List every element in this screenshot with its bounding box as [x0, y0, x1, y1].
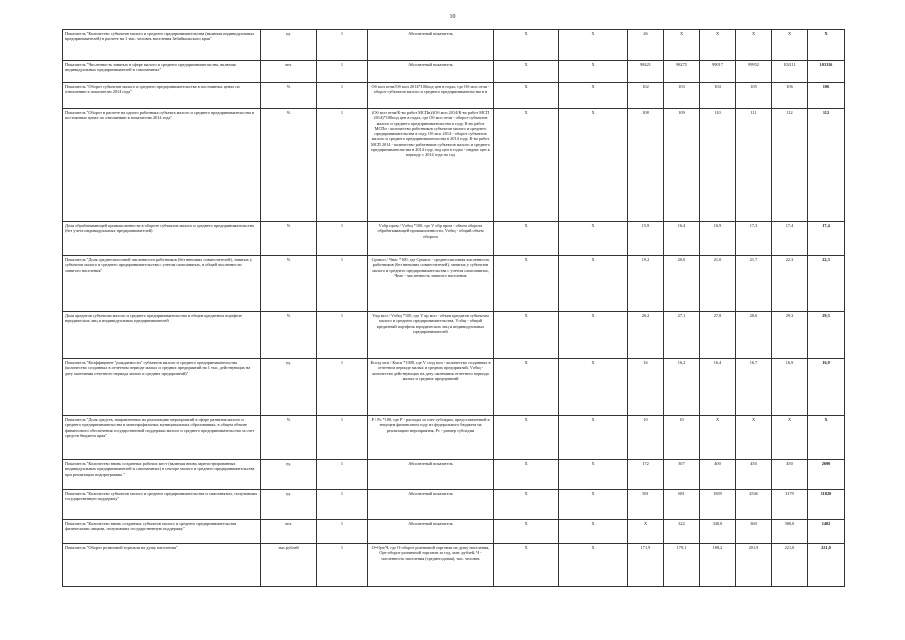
cell-unit: % [261, 109, 317, 222]
cell-v4: 681 [664, 490, 700, 520]
cell-v1: X [494, 61, 559, 83]
table-row [63, 222, 845, 256]
cell-v8: 112 [808, 109, 845, 222]
cell-v5: X [700, 416, 736, 460]
cell-unit: тыс.рублей [261, 544, 317, 587]
cell-v5: 400 [700, 460, 736, 490]
cell-v8: 1402 [808, 520, 845, 544]
cell-v8: 22,3 [808, 256, 845, 312]
cell-v5: X [700, 30, 736, 61]
cell-v5: 16,9 [700, 222, 736, 256]
cell-v8: 106 [808, 83, 845, 109]
table-row [63, 109, 845, 222]
cell-v7: 29,3 [772, 312, 808, 359]
cell-v7: 450 [772, 460, 808, 490]
cell-method: Vкр мсп / Vобщ *100, где V кр мсп - объем кредитов субъектам малого и среднего предпринимательства, Vобщ - общий кредитный портфель юридических лиц и индивидуальных предпринимателей [368, 312, 494, 359]
cell-method: Абсолютный показатель [368, 460, 494, 490]
cell-v3: 581 [628, 490, 664, 520]
cell-v4: 27,1 [664, 312, 700, 359]
cell-weight: 1 [317, 256, 368, 312]
cell-weight: 1 [317, 460, 368, 490]
cell-v7: X [772, 416, 808, 460]
cell-method: Абсолютный показатель [368, 30, 494, 61]
cell-v5: 188,2 [700, 544, 736, 587]
cell-unit: ед. [261, 490, 317, 520]
cell-v2: X [559, 222, 628, 256]
cell-v6: 17,3 [736, 222, 772, 256]
cell-v2: X [559, 109, 628, 222]
cell-v2: X [559, 256, 628, 312]
cell-v4: 16,4 [664, 222, 700, 256]
table-row [63, 30, 845, 61]
cell-v5: 16,4 [700, 359, 736, 416]
cell-v4: 179,1 [664, 544, 700, 587]
cell-weight: 1 [317, 312, 368, 359]
cell-v1: X [494, 460, 559, 490]
table-row [63, 490, 845, 520]
cell-v2: X [559, 490, 628, 520]
cell-v4: 307 [664, 460, 700, 490]
cell-v7: 112 [772, 109, 808, 222]
cell-v7: 16,9 [772, 359, 808, 416]
cell-v6: 2536 [736, 490, 772, 520]
cell-v7: 221,0 [772, 544, 808, 587]
cell-v7: 380,0 [772, 520, 808, 544]
cell-weight: 1 [317, 490, 368, 520]
cell-v4: 98275 [664, 61, 700, 83]
cell-unit: % [261, 312, 317, 359]
table-body [63, 30, 845, 587]
cell-v4: 322 [664, 520, 700, 544]
cell-name: Показатель "Количество вновь созданных рабочих мест (включая вновь зарегистрированных индивидуальных предпринимателей и самозанятых) в секторе малого и среднего предпринимательства при реализации подпрограммы " [63, 460, 261, 490]
cell-v8: 11820 [808, 490, 845, 520]
cell-name: Доля кредитов субъектам малого и среднего предпринимательства в общем кредитном портфеле юридических лиц и индивидуальных предпринимателей [63, 312, 261, 359]
cell-method: (Об мсп отчи/К-во работ МСПи)/(Об мсп 2014/К-во работ МСП 2014)*100под цен в годах, где Об мсп отчи - оборот субъектов малого и среднего предпринимательства в году, К-во работ МСПи - количество работников субъектов малого и среднего предпринимательства в году, Об мсп 2014 - оборот субъектов малого и среднего предпринимательства в 2014 году, К-во работ МСП 2014 - количество работников субъектов малого и среднего предпринимательства в 2014 году, под цен в годах - индекс цен к периоду с 2014 года по год [368, 109, 494, 222]
page-number: 10 [449, 14, 456, 20]
cell-v1: X [494, 222, 559, 256]
cell-v1: X [494, 83, 559, 109]
cell-v5: 21,0 [700, 256, 736, 312]
cell-v3: 15,9 [628, 222, 664, 256]
cell-method: Абсолютный показатель [368, 520, 494, 544]
cell-v3: 108 [628, 109, 664, 222]
cell-v2: X [559, 544, 628, 587]
cell-v2: X [559, 312, 628, 359]
table-row [63, 256, 845, 312]
cell-method: Р / Рс *100, где Р - расходы за счет субсидии, предоставленной в текущем финансовом году из федерального бюджета на реализацию мероприятия, Рс - размер субсидии [368, 416, 494, 460]
cell-v5: 27,8 [700, 312, 736, 359]
cell-v1: X [494, 30, 559, 61]
cell-v3: 98421 [628, 61, 664, 83]
cell-v3: 16 [628, 359, 664, 416]
cell-unit: % [261, 416, 317, 460]
cell-v6: 450 [736, 460, 772, 490]
cell-v1: X [494, 490, 559, 520]
cell-name: Показатель "Доля средств, направленных на реализацию мероприятий в сфере развития малого и среднего предпринимательства в монопрофильных муниципальных образованиях, в общем объеме финансового обеспечения государственной поддержки малого и среднего предпринимательства за счет средств бюджета края" [63, 416, 261, 460]
cell-v8: 221,0 [808, 544, 845, 587]
cell-v7: 102111 [772, 61, 808, 83]
indicators-table [62, 29, 845, 587]
cell-weight: 1 [317, 61, 368, 83]
cell-v1: X [494, 312, 559, 359]
table-row [63, 312, 845, 359]
cell-name: Показатель "Оборот субъектов малого и среднего предпринимательства в постоянных ценах по отношению к показателю 2014 года" [63, 83, 261, 109]
cell-v4: 109 [664, 109, 700, 222]
cell-v1: X [494, 544, 559, 587]
cell-v7: X [772, 30, 808, 61]
cell-method: Срчмсп / Чнас *100, где Срчмсп - среднесписочная численность работников (без внешних совместителей), занятых у субъектов малого и среднего предпринимательства с учетом самозанятых, Чнас - численность занятого населения [368, 256, 494, 312]
cell-weight: 1 [317, 109, 368, 222]
cell-unit: ед. [261, 460, 317, 490]
cell-v8: 17,4 [808, 222, 845, 256]
cell-v7: 3179 [772, 490, 808, 520]
cell-name: Показатель "Численность занятых в сфере малого и среднего предпринимательства, включая индивидуальных предпринимателей и самозанятых" [63, 61, 261, 83]
cell-unit: чел. [261, 520, 317, 544]
cell-v2: X [559, 460, 628, 490]
cell-v8: 29,3 [808, 312, 845, 359]
cell-v3: 171,9 [628, 544, 664, 587]
cell-v7: 106 [772, 83, 808, 109]
cell-name: Показатель "Количество субъектов малого и среднего предпринимательства (включая индивидуальных предпринимателей) в расчете на 1 тыс. человек населения Забайкальского края" [63, 30, 261, 61]
table-row [63, 460, 845, 490]
cell-unit: ед. [261, 359, 317, 416]
cell-method: Ксозд мсп / Кмсп *1000, где V созд мсп - количество созданных в отчетном периоде малых и средних предприятий, Vобщ - количество действующих на дату окончания отчетного периода малых и средних предприятий [368, 359, 494, 416]
cell-method: Абсолютный показатель [368, 61, 494, 83]
cell-v6: 28,6 [736, 312, 772, 359]
cell-name: Показатель "Количество вновь созданных субъектов малого и среднего предпринимательства физическими лицами, получивших государственную поддержку" [63, 520, 261, 544]
cell-name: Показатель "Коэффициент "рождаемости" субъектов малого и среднего предпринимательства (количество созданных в отчетном периоде малых и средних предприятий на 1 тыс. действующих на дату окончания отчетного периода малых и средних предприятий)" [63, 359, 261, 416]
cell-v8: 2690 [808, 460, 845, 490]
table-row [63, 83, 845, 109]
cell-v5: 99017 [700, 61, 736, 83]
cell-unit: % [261, 256, 317, 312]
cell-v4: 103 [664, 83, 700, 109]
cell-v7: 22,3 [772, 256, 808, 312]
cell-v3: X [628, 520, 664, 544]
cell-v6: 21,7 [736, 256, 772, 312]
cell-v5: 340,0 [700, 520, 736, 544]
cell-v8: 16,9 [808, 359, 845, 416]
cell-v5: 104 [700, 83, 736, 109]
cell-weight: 1 [317, 520, 368, 544]
cell-method: Об мсп отчи/Об мсп 2014*100под цен в годах, где Об мсп отчи - оборот субъектов малого и среднего предпринимательства в в [368, 83, 494, 109]
cell-method: Vобр пром / Vобщ *100, где V обр пром - объем оборота обрабатывающей промышленности, Vобщ - общий объем оборота [368, 222, 494, 256]
table-row [63, 416, 845, 460]
cell-v4: 20,0 [664, 256, 700, 312]
cell-v6: 360 [736, 520, 772, 544]
cell-v2: X [559, 359, 628, 416]
cell-v8: X [808, 416, 845, 460]
cell-name: Показатель "Оборот в расчете на одного работника субъекта малого и среднего предпринимательства в постоянных ценах по отношению к показателю 2014 года" [63, 109, 261, 222]
cell-name: Показатель "Количество субъектов малого и среднего предпринимательства и самозанятых, получивших государственную поддержку" [63, 490, 261, 520]
cell-v3: 19,2 [628, 256, 664, 312]
cell-weight: 1 [317, 83, 368, 109]
cell-v3: 26,2 [628, 312, 664, 359]
cell-v3: 10 [628, 416, 664, 460]
cell-unit: чел. [261, 61, 317, 83]
cell-v6: X [736, 30, 772, 61]
cell-v1: X [494, 359, 559, 416]
table-row [63, 359, 845, 416]
cell-method: Абсолютный показатель [368, 490, 494, 520]
cell-v1: X [494, 109, 559, 222]
cell-v6: 105 [736, 83, 772, 109]
cell-v2: X [559, 61, 628, 83]
cell-unit: % [261, 83, 317, 109]
cell-v6: X [736, 416, 772, 460]
cell-v8: 103116 [808, 61, 845, 83]
cell-v6: 201,9 [736, 544, 772, 587]
cell-weight: 1 [317, 222, 368, 256]
cell-v2: X [559, 83, 628, 109]
cell-unit: % [261, 222, 317, 256]
cell-v2: X [559, 520, 628, 544]
cell-v6: 111 [736, 109, 772, 222]
cell-v6: 16,7 [736, 359, 772, 416]
cell-weight: 1 [317, 30, 368, 61]
cell-weight: 1 [317, 416, 368, 460]
cell-v5: 1859 [700, 490, 736, 520]
cell-v7: 17,4 [772, 222, 808, 256]
cell-weight: 1 [317, 359, 368, 416]
cell-v2: X [559, 416, 628, 460]
table-row [63, 544, 845, 587]
cell-v6: 99952 [736, 61, 772, 83]
cell-v8: X [808, 30, 845, 61]
cell-v1: X [494, 416, 559, 460]
cell-name: Показатель "Оборот розничной торговли на душу населения" [63, 544, 261, 587]
cell-v5: 110 [700, 109, 736, 222]
table-row [63, 61, 845, 83]
cell-v3: 26 [628, 30, 664, 61]
cell-v4: 16,2 [664, 359, 700, 416]
cell-v3: 102 [628, 83, 664, 109]
cell-v1: X [494, 256, 559, 312]
cell-method: О=Орт/Ч, где О-оборот розничной торговли на душу населения, Орт-оборот розничной торговли за год, млн. рублей, Ч - численность населения (среднегодовая), тыс. человек [368, 544, 494, 587]
cell-v2: X [559, 30, 628, 61]
cell-name: Доля обрабатывающей промышленности в обороте субъектов малого и среднего предпринимательства (без учета индивидуальных предпринимателей) [63, 222, 261, 256]
table-row [63, 520, 845, 544]
cell-v1: X [494, 520, 559, 544]
cell-v3: 172 [628, 460, 664, 490]
cell-v4: X [664, 30, 700, 61]
cell-v4: 10 [664, 416, 700, 460]
cell-weight: 1 [317, 544, 368, 587]
cell-unit: ед. [261, 30, 317, 61]
cell-name: Показатель "Доля среднесписочной численности работников (без внешних совместителей), занятых у субъектов малого и среднего предпринимательства с учетом самозанятых, в общей численности занятого населения" [63, 256, 261, 312]
